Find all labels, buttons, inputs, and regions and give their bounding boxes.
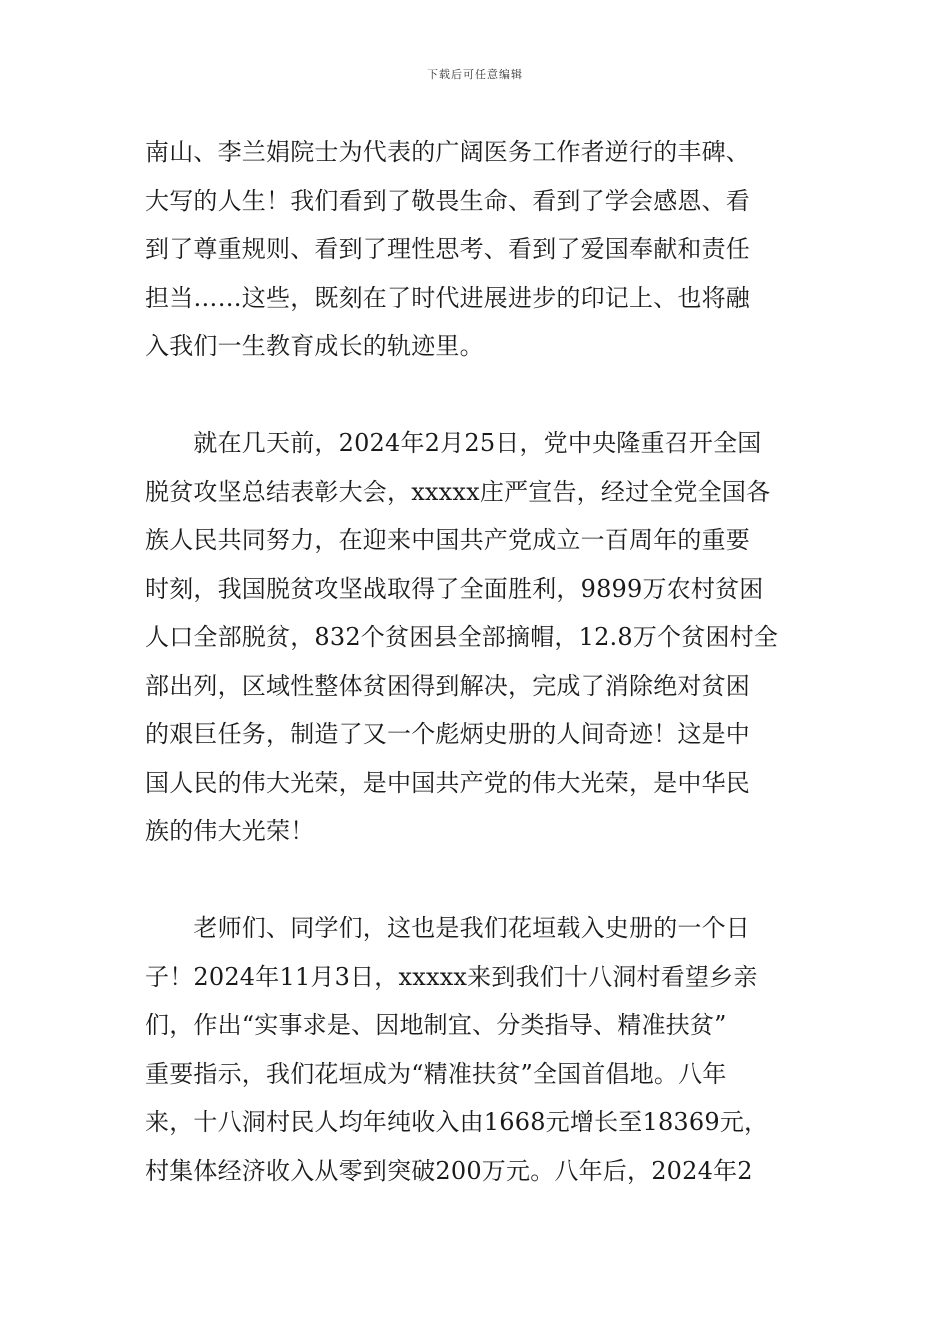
text-line: 来，十八洞村民人均年纯收入由1668元增长至18369元， <box>145 1108 769 1136</box>
text-line: 南山、李兰娟院士为代表的广阔医务工作者逆行的丰碑、 <box>145 138 750 166</box>
text-line: 担当……这些，既刻在了时代进展进步的印记上、也将融 <box>145 283 750 312</box>
page-header: 下载后可任意编辑 <box>427 68 523 81</box>
text-line: 就在几天前，2024年2月25日，党中央隆重召开全国 <box>145 429 762 457</box>
paragraph-2 <box>145 419 807 856</box>
text-line: 时刻，我国脱贫攻坚战取得了全面胜利，9899万农村贫困 <box>145 574 764 603</box>
text-line: 入我们一生教育成长的轨迹里。 <box>145 332 484 360</box>
text-line: 大写的人生！我们看到了敬畏生命、看到了学会感恩、看 <box>145 186 750 215</box>
text-line: 到了尊重规则、看到了理性思考、看到了爱国奉献和责任 <box>145 235 750 263</box>
paragraph-3 <box>145 904 807 1195</box>
text-line: 老师们、同学们，这也是我们花垣载入史册的一个日 <box>145 914 750 942</box>
text-line: 们，作出“实事求是、因地制宜、分类指导、精准扶贫” <box>145 1011 727 1039</box>
text-line: 脱贫攻坚总结表彰大会，xxxxx庄严宣告，经过全党全国各 <box>145 477 771 506</box>
text-line: 国人民的伟大光荣，是中国共产党的伟大光荣，是中华民 <box>145 768 750 797</box>
text-line: 族的伟大光荣！ <box>145 817 315 845</box>
paragraph-spacer <box>145 371 807 420</box>
text-line: 人口全部脱贫，832个贫困县全部摘帽，12.8万个贫困村全 <box>145 623 779 651</box>
text-line: 重要指示，我们花垣成为“精准扶贫”全国首倡地。八年 <box>145 1059 727 1088</box>
document-body <box>145 128 807 1195</box>
text-line: 部出列，区域性整体贫困得到解决，完成了消除绝对贫困 <box>145 671 750 700</box>
text-line: 村集体经济收入从零到突破200万元。八年后，2024年2 <box>145 1156 753 1185</box>
paragraph-spacer <box>145 856 807 905</box>
paragraph-1 <box>145 128 807 371</box>
text-line: 子！2024年11月3日，xxxxx来到我们十八洞村看望乡亲 <box>145 962 758 991</box>
text-line: 族人民共同努力，在迎来中国共产党成立一百周年的重要 <box>145 526 750 554</box>
text-line: 的艰巨任务，制造了又一个彪炳史册的人间奇迹！这是中 <box>145 720 750 748</box>
